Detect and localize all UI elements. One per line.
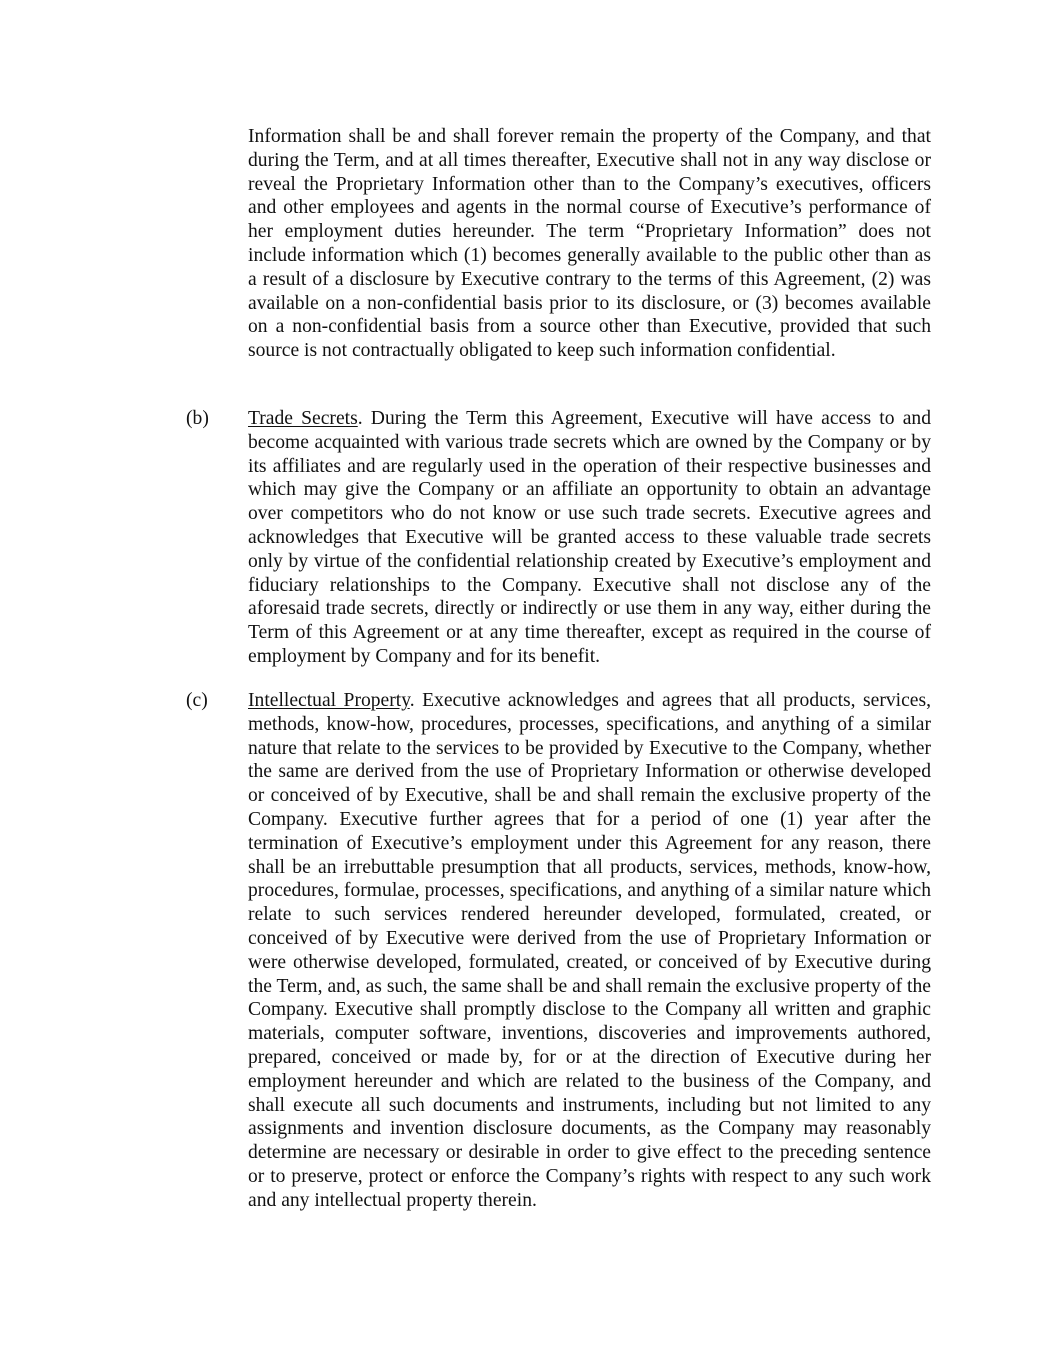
- section-c-body: Executive acknowledges and agrees that all products, services, methods, know-how, procedures, processes, specifications, and anything of a similar nature that relate to the services to be provided by Executive to the Company, whether the same are derived from the use of Proprietary Information or otherwise developed or conceived of by Executive, shall be and shall remain the exclusive property of the Company. Executive further agrees that for a period of one (1) year after the termination of Executive’s employment under this Agreement for any reason, there shall be an irrebuttable presumption that all products, services, methods, know-how, procedures, formulae, processes, specifications, and anything of a similar nature which relate to such services rendered hereunder developed, formulated, created, or conceived of by Executive were derived from the use of Proprietary Information or were otherwise developed, formulated, created, or conceived of by Executive during the Term, and, as such, the same shall be and shall remain the exclusive property of the Company. Executive shall promptly disclose to the Company all written and graphic materials, computer software, inventions, discoveries and improvements authored, prepared, conceived or made by, for or at the direction of Executive during her employment hereunder and which are related to the business of the Company, and shall execute all such documents and instruments, including but not limited to any assignments and invention disclosure documents, as the Company may reasonably determine are necessary or desirable in order to give effect to the preceding sentence or to preserve, protect or enforce the Company’s rights with respect to any such work and any intellectual property therein.: [248, 690, 931, 1211]
- section-b-label: (b): [186, 408, 209, 429]
- section-b-body: During the Term this Agreement, Executive will have access to and become acquainted with various trade secrets which are owned by the Company or by its affiliates and are regularly used in the operation of their respective businesses and which may give the Company or an affiliate an opportunity to obtain an advantage over competitors who do not know or use such trade secrets. Executive agrees and acknowledges that Executive will be granted access to these valuable trade secrets only by virtue of the confidential relationship created by Executive’s employment and fiduciary relationships to the Company. Executive shall not disclose any of the aforesaid trade secrets, directly or indirectly or use them in any way, either during the Term of this Agreement or at any time thereafter, except as required in the course of employment by Company and for its benefit.: [248, 408, 931, 667]
- section-c-heading: Intellectual Property: [248, 690, 410, 711]
- section-b-heading-suffix: .: [357, 408, 363, 429]
- section-c-paragraph: [248, 689, 931, 1213]
- section-c-label: (c): [186, 690, 208, 711]
- paragraph-a-continuation: Information shall be and shall forever remain the property of the Company, and that during the Term, and at all times thereafter, Executive shall not in any way disclose or reveal the Proprietary Information other than to the Company’s executives, officers and other employees and agents in the normal course of Executive’s performance of her employment duties hereunder. The term “Proprietary Information” does not include information which (1) becomes generally available to the public other than as a result of a disclosure by Executive contrary to the terms of this Agreement, (2) was available on a non-confidential basis prior to its disclosure, or (3) becomes available on a non-confidential basis from a source other than Executive, provided that such source is not contractually obligated to keep such information confidential.: [248, 126, 931, 362]
- section-c-heading-suffix: .: [409, 690, 415, 711]
- section-b-heading: Trade Secrets: [248, 408, 358, 429]
- section-b-paragraph: [248, 407, 931, 669]
